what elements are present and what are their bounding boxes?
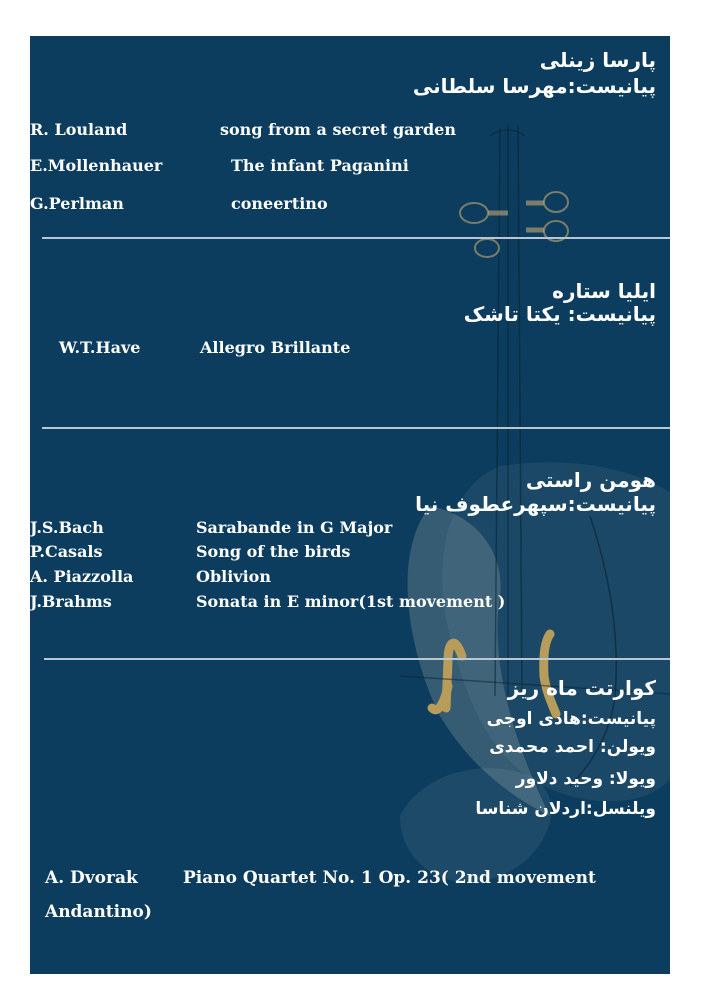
piece-title-continuation: Andantino) — [45, 902, 152, 922]
piece-composer: E.Mollenhauer — [30, 156, 163, 175]
piece-title: coneertino — [231, 194, 328, 213]
piece-title: The infant Paganini — [231, 156, 409, 175]
piece-composer: W.T.Have — [59, 338, 141, 357]
pianist-credit: پیانیست:هادی اوجی — [486, 709, 656, 729]
concert-program-poster — [30, 36, 670, 974]
piece-composer: A. Dvorak — [45, 868, 138, 888]
performer-name: پارسا زینلی — [539, 48, 656, 72]
section-divider — [42, 427, 670, 429]
section-divider — [42, 237, 670, 239]
ensemble-name: کوارتت ماه ریز — [507, 676, 656, 700]
piece-composer: A. Piazzolla — [30, 567, 134, 586]
viola-credit: ویولا: وحید دلاور — [515, 769, 656, 789]
pianist-credit: پیانیست:سپهرعطوف نیا — [415, 492, 656, 516]
piece-composer: P.Casals — [30, 542, 103, 561]
piece-composer: R. Louland — [30, 120, 128, 139]
pianist-credit: پیانیست: یکتا تاشک — [463, 302, 656, 326]
violin-credit: ویولن: احمد محمدی — [489, 737, 656, 757]
cello-credit: ویلنسل:اردلان شناسا — [475, 799, 656, 819]
piece-composer: J.S.Bach — [30, 518, 104, 537]
performer-name: هومن راستی — [525, 468, 656, 492]
piece-composer: G.Perlman — [30, 194, 124, 213]
piece-title: Sarabande in G Major — [196, 518, 393, 537]
piece-title: Oblivion — [196, 567, 271, 586]
piece-title: Allegro Brillante — [200, 338, 351, 357]
performer-name: ایلیا ستاره — [552, 279, 656, 303]
piece-title: Piano Quartet No. 1 Op. 23( 2nd movement — [183, 868, 596, 888]
pianist-credit: پیانیست:مهرسا سلطانی — [412, 74, 656, 98]
piece-title: Song of the birds — [196, 542, 351, 561]
piece-composer: J.Brahms — [30, 592, 112, 611]
piece-title: song from a secret garden — [220, 120, 456, 139]
piece-title: Sonata in E minor(1st movement ) — [196, 592, 506, 611]
section-divider — [44, 658, 670, 660]
